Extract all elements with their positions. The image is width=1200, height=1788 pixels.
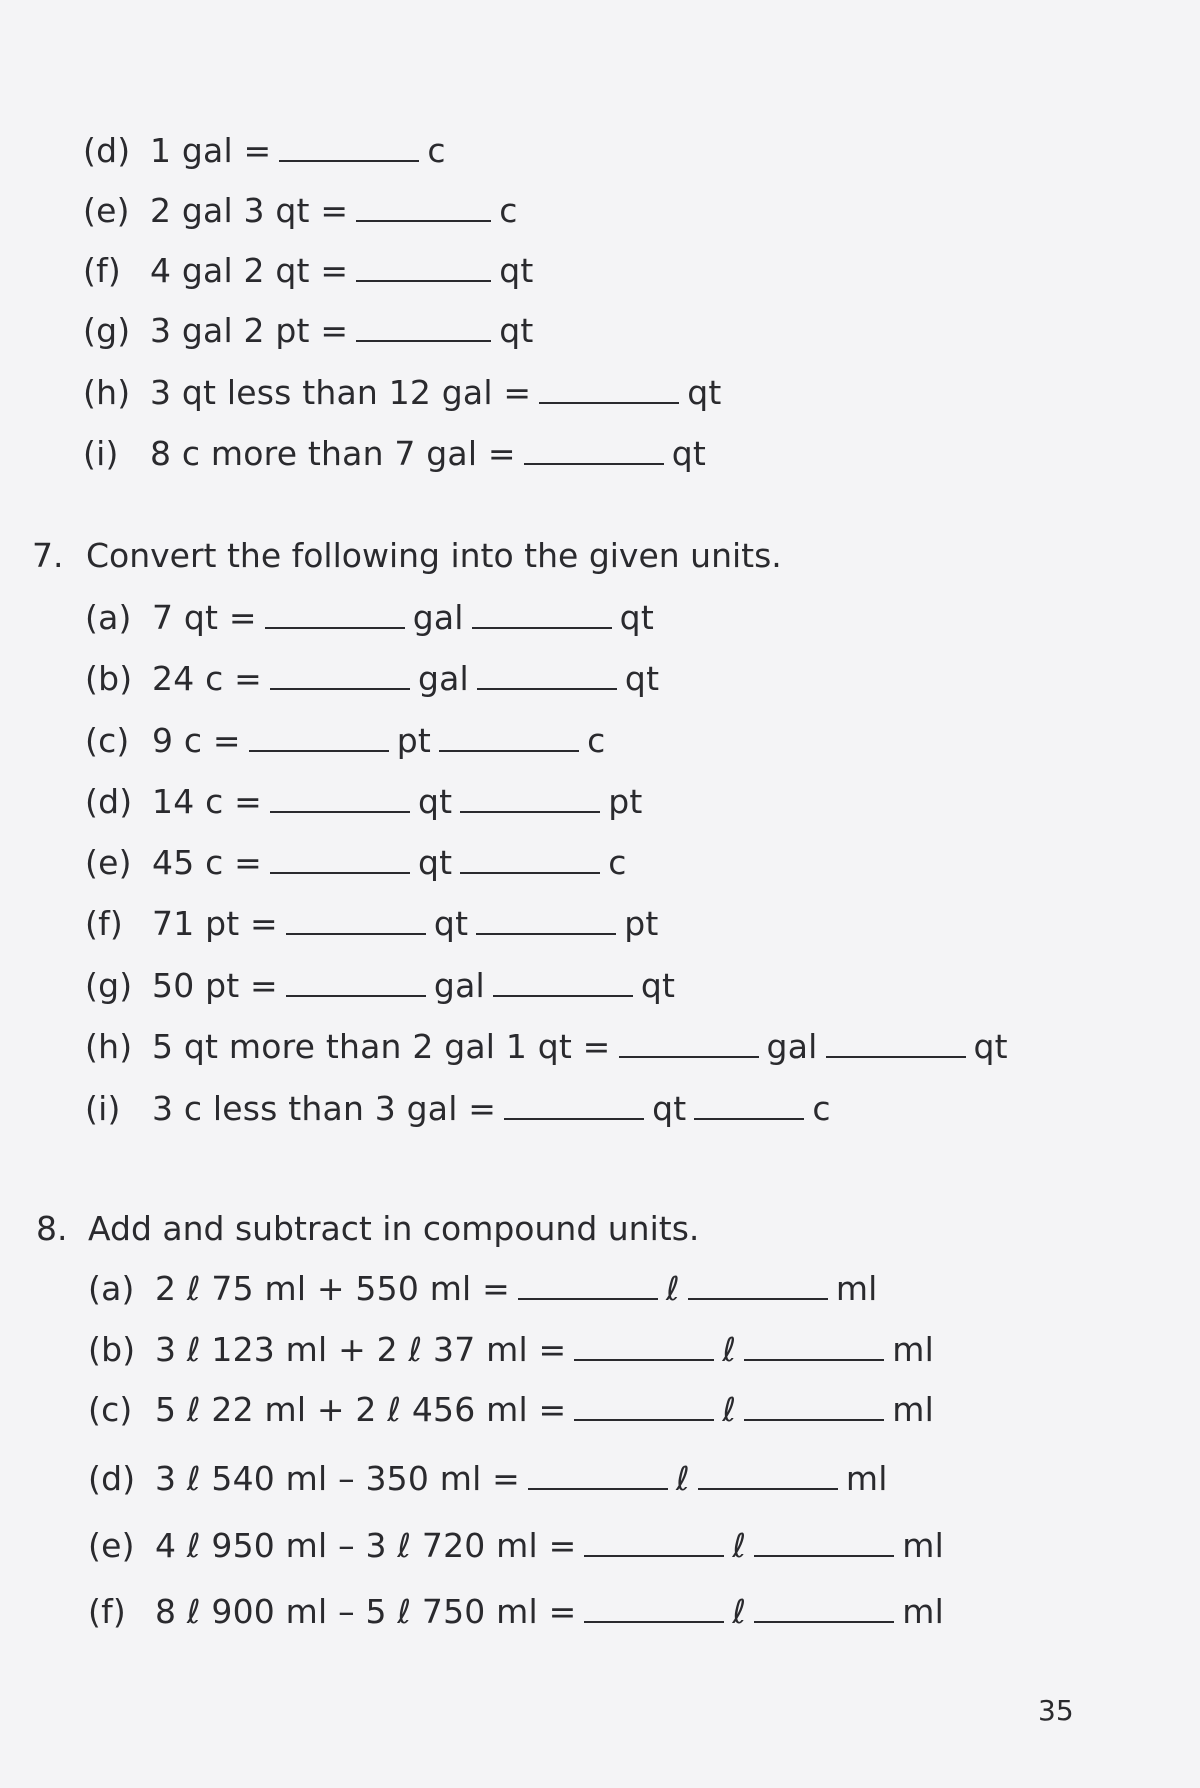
item-expression: 3 ℓ 123 ml + 2 ℓ 37 ml = [155,1329,567,1369]
unit-label-2: ml [835,1268,878,1308]
unit-label: qt [499,250,534,290]
item-letter: (h) [85,1026,133,1066]
unit-label-2: c [608,842,627,882]
item-letter: (c) [88,1389,133,1429]
unit-label-2: ml [892,1329,934,1369]
unit-label-2: pt [608,781,643,821]
answer-blank-2[interactable] [476,925,616,935]
question-8-heading [36,1203,699,1253]
unit-label-1: qt [417,781,453,821]
answer-blank[interactable] [279,152,419,162]
q8-row-e [88,1520,944,1570]
item-expression: 71 pt = [152,903,278,943]
q7-row-i [85,1083,831,1133]
item-letter: (g) [83,310,131,350]
answer-blank-2[interactable] [493,987,633,997]
question-7-heading [32,530,782,580]
unit-label-1: qt [652,1088,687,1128]
q6-row-i [83,428,706,478]
answer-blank[interactable] [524,455,664,465]
unit-label: c [499,190,518,230]
unit-label-2: c [812,1088,831,1128]
item-expression: 4 ℓ 950 ml – 3 ℓ 720 ml = [155,1525,577,1565]
answer-blank-1[interactable] [584,1547,724,1557]
q7-row-d [85,776,643,826]
item-expression: 24 c = [152,658,262,698]
answer-blank-1[interactable] [249,742,389,752]
question-number: 7. [32,535,64,575]
item-expression: 8 ℓ 900 ml – 5 ℓ 750 ml = [155,1591,577,1631]
item-expression: 14 c = [152,781,262,821]
answer-blank-2[interactable] [688,1290,828,1300]
item-letter: (e) [88,1525,135,1565]
answer-blank-2[interactable] [744,1411,884,1421]
q6-row-g [83,305,534,355]
q7-row-g [85,960,675,1010]
answer-blank-1[interactable] [265,619,405,629]
answer-blank-2[interactable] [694,1110,804,1120]
q8-row-b [88,1324,934,1374]
item-expression: 4 gal 2 qt = [150,250,349,290]
item-letter: (f) [83,250,121,290]
item-letter: (g) [85,965,133,1005]
item-expression: 50 pt = [152,965,278,1005]
question-number: 8. [36,1208,68,1248]
item-letter: (f) [85,903,123,943]
item-expression: 5 ℓ 22 ml + 2 ℓ 456 ml = [155,1389,567,1429]
unit-label-2: ml [845,1458,888,1498]
item-expression: 1 gal = [150,130,272,170]
answer-blank[interactable] [356,212,491,222]
item-expression: 5 qt more than 2 gal 1 qt = [152,1026,611,1066]
unit-label-1: qt [417,842,453,882]
item-expression: 45 c = [152,842,262,882]
answer-blank-2[interactable] [754,1547,894,1557]
answer-blank-2[interactable] [744,1351,884,1361]
answer-blank-2[interactable] [477,680,617,690]
q8-row-a [88,1263,878,1313]
answer-blank-1[interactable] [286,987,426,997]
unit-label-2: ml [892,1389,934,1429]
unit-label-1: ℓ [665,1268,680,1308]
unit-label-1: ℓ [676,1458,690,1498]
answer-blank-1[interactable] [574,1351,714,1361]
item-expression: 2 gal 3 qt = [150,190,349,230]
unit-label-1: ℓ [722,1329,737,1369]
answer-blank-2[interactable] [754,1613,894,1623]
q8-row-d [88,1453,888,1503]
answer-blank-1[interactable] [584,1613,724,1623]
q7-row-h [85,1021,1008,1071]
answer-blank-1[interactable] [286,925,426,935]
answer-blank-1[interactable] [528,1480,668,1490]
item-letter: (a) [85,597,132,637]
item-expression: 3 gal 2 pt = [150,310,349,350]
unit-label-2: c [587,720,606,760]
item-letter: (c) [85,720,130,760]
unit-label-1: ℓ [732,1525,747,1565]
page-number: 35 [1038,1694,1074,1727]
answer-blank-2[interactable] [472,619,612,629]
q7-row-b [85,653,659,703]
answer-blank[interactable] [356,272,491,282]
item-letter: (a) [88,1268,135,1308]
item-letter: (e) [83,190,130,230]
answer-blank-2[interactable] [439,742,579,752]
q7-row-e [85,837,627,887]
unit-label: qt [687,372,722,412]
q6-row-d [83,125,446,175]
item-letter: (d) [88,1458,136,1498]
unit-label-2: ml [902,1591,944,1631]
item-expression: 8 c more than 7 gal = [150,433,516,473]
q7-row-a [85,592,654,642]
item-letter: (e) [85,842,132,882]
answer-blank-1[interactable] [504,1110,644,1120]
item-expression: 2 ℓ 75 ml + 550 ml = [155,1268,510,1308]
unit-label-2: qt [973,1026,1008,1066]
item-letter: (d) [85,781,133,821]
unit-label-1: ℓ [722,1389,737,1429]
q6-row-h [83,367,722,417]
item-expression: 7 qt = [152,597,257,637]
answer-blank[interactable] [356,332,491,342]
answer-blank-2[interactable] [460,803,600,813]
item-expression: 3 qt less than 12 gal = [150,372,532,412]
unit-label-2: qt [640,965,676,1005]
unit-label-2: qt [619,597,654,637]
item-letter: (i) [85,1088,121,1128]
answer-blank-2[interactable] [698,1480,838,1490]
answer-blank-1[interactable] [619,1048,759,1058]
unit-label-1: gal [417,658,469,698]
item-letter: (i) [83,433,119,473]
question-title: Convert the following into the given units. [86,535,782,575]
item-letter: (b) [88,1329,136,1369]
unit-label-1: ℓ [732,1591,747,1631]
answer-blank-1[interactable] [270,864,410,874]
item-letter: (h) [83,372,131,412]
unit-label-2: pt [624,903,659,943]
item-letter: (b) [85,658,133,698]
q7-row-c [85,715,605,765]
question-title: Add and subtract in compound units. [88,1208,700,1248]
item-letter: (f) [88,1591,126,1631]
unit-label-1: qt [433,903,469,943]
q8-row-f [88,1586,944,1636]
unit-label: qt [671,433,707,473]
answer-blank-1[interactable] [270,680,410,690]
item-expression: 3 ℓ 540 ml – 350 ml = [155,1458,521,1498]
answer-blank-1[interactable] [270,803,410,813]
unit-label-1: gal [433,965,485,1005]
answer-blank-1[interactable] [574,1411,714,1421]
unit-label: c [427,130,446,170]
unit-label: qt [499,310,534,350]
q6-row-e [83,185,518,235]
item-letter: (d) [83,130,131,170]
item-expression: 9 c = [152,720,241,760]
answer-blank-2[interactable] [826,1048,966,1058]
q6-row-f [83,245,534,295]
unit-label-2: qt [624,658,660,698]
answer-blank-1[interactable] [518,1290,658,1300]
answer-blank-2[interactable] [460,864,600,874]
item-expression: 3 c less than 3 gal = [152,1088,497,1128]
q8-row-c [88,1384,934,1434]
q7-row-f [85,898,659,948]
unit-label-1: gal [412,597,464,637]
unit-label-2: ml [902,1525,944,1565]
unit-label-1: gal [766,1026,818,1066]
unit-label-1: pt [396,720,432,760]
answer-blank[interactable] [539,394,679,404]
